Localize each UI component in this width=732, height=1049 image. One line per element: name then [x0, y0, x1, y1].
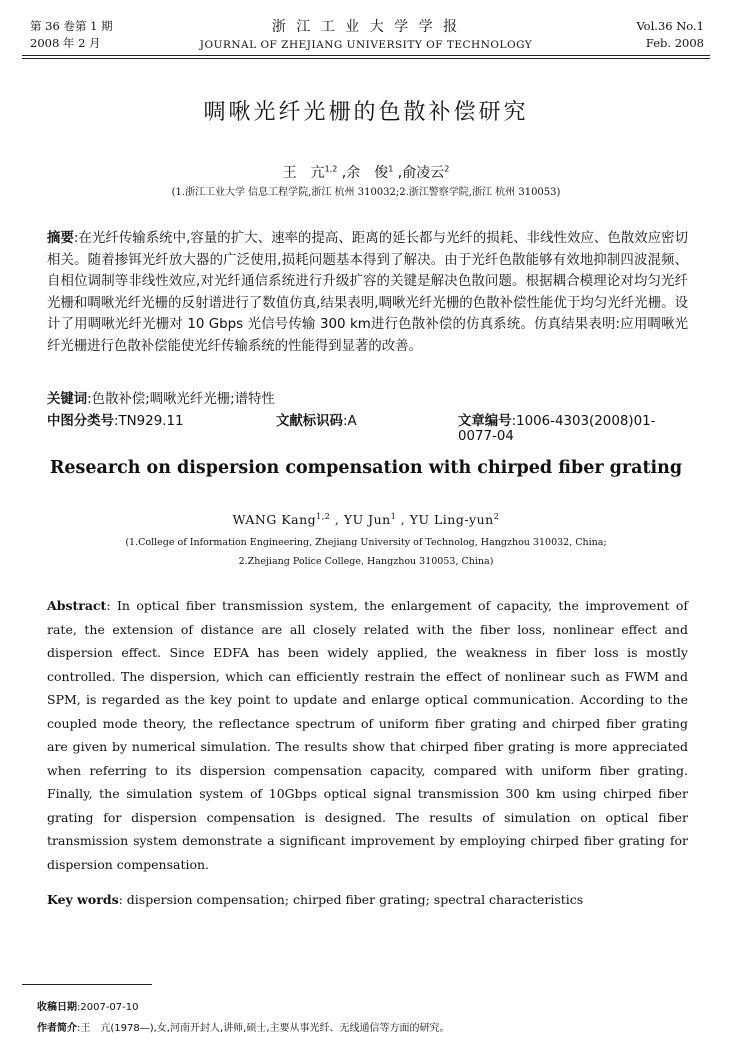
abstract-en-label: Abstract: [47, 598, 107, 613]
author-name: , YU Jun: [330, 512, 391, 528]
authors-en: [0, 512, 732, 527]
abstract-cn-text: :在光纤传输系统中,容量的扩大、速率的提高、距离的延长都与光纤的损耗、非线性效应、色散效应密切相关。随着掺铒光纤放大器的广泛使用,损耗问题基本得到了解决。由于光纤色散能够有效地抑制四波混频、自相位调制等非线性效应,对光纤通信系统进行升级扩容的关键是解决色散问题。根据耦合模理论对均匀光纤光栅和啁啾光纤光栅的反射谱进行了数值仿真,结果表明,啁啾光纤光栅的色散补偿性能优于均匀光纤光栅。设计了用啁啾光纤光栅对 10 Gbps 光信号传输 300 km进行色散补偿的仿真系统。仿真结果表明:应用啁啾光纤光栅进行色散补偿能使光纤传输系统的性能得到显著的改善。: [47, 231, 689, 354]
keywords-en-label: Key words: [47, 892, 119, 907]
received-value: :2007-07-10: [77, 1002, 139, 1013]
abstract-en: [47, 594, 688, 876]
author-name: WANG Kang: [232, 512, 317, 528]
journal-name-cn: 浙 江 工 业 大 学 学 报: [271, 19, 461, 35]
affiliation-en-2: 2.Zhejiang Police College, Hangzhou 310053, China): [238, 556, 494, 567]
classification-row: [47, 410, 688, 444]
author-bio-label: 作者简介: [37, 1023, 77, 1034]
author-affil-mark: 2: [444, 164, 450, 174]
article-number-value: :1006-4303(2008)01-0077-04: [458, 414, 656, 444]
author-name: ,余 俊: [337, 165, 389, 181]
received-date: [37, 998, 138, 1013]
keywords-cn-label: 关键词: [47, 392, 88, 407]
author-affil-mark: 1,2: [316, 512, 331, 521]
article-number-label: 文章编号: [458, 414, 512, 429]
author-affil-mark: 1: [388, 164, 394, 174]
volume-en: Vol.36 No.1: [636, 19, 704, 33]
author-affil-mark: 1,2: [324, 164, 338, 174]
issue-info-en: [636, 18, 704, 52]
abstract-cn: [47, 228, 688, 357]
clc-label: 中图分类号: [47, 414, 114, 429]
volume-cn: 第 36 卷第 1 期: [30, 19, 113, 33]
abstract-cn-label: 摘要: [47, 231, 74, 246]
clc-value: :TN929.11: [113, 414, 184, 429]
keywords-en: [47, 892, 583, 907]
author-bio-value: :王 亢(1978—),女,河南开封人,讲师,硕士,主要从事光纤、无线通信等方面的研究。: [77, 1023, 450, 1034]
author-name: , YU Ling-yun: [396, 512, 494, 528]
footnote-rule: [22, 984, 152, 985]
issue-info-cn: [30, 18, 113, 52]
header-rule-top: [22, 55, 710, 56]
author-name: 王 亢: [282, 165, 325, 181]
paper-title-en: Research on dispersion compensation with chirped fiber grating: [49, 458, 683, 478]
author-bio: [37, 1019, 450, 1034]
document-code: [276, 410, 357, 429]
received-label: 收稿日期: [37, 1002, 77, 1013]
journal-name: [160, 18, 572, 54]
affiliation-en-1: (1.College of Information Engineering, Zhejiang University of Technolog, Hangzhou 310032, China;: [125, 537, 607, 548]
author-affil-mark: 2: [493, 512, 500, 521]
paper-title-cn: 啁啾光纤光栅的色散补偿研究: [203, 100, 529, 125]
keywords-cn: [47, 388, 275, 407]
abstract-en-text: : In optical fiber transmission system, the enlargement of capacity, the improvement of rate, the extension of distance are all closely related with the fiber loss, nonlinear effect and dispersion effect. Since EDFA has been widely applied, the weakness in fiber loss is mostly controlled. The dispersion, which can efficiently restrain the effect of nonlinear such as FWM and SPM, is regarded as the key point to update and enlarge optical communication. According to the coupled mode theory, the reflectance spectrum of uniform fiber grating and chirped fiber grating are given by numerical simulation. The results show that chirped fiber grating is more appreciated when referring to its dispersion compensation capacity, compared with uniform fiber grating. Finally, the simulation system of 10Gbps optical signal transmission 300 km using chirped fiber grating for dispersion compensation is designed. The results of simulation on optical fiber transmission system demonstrate a significant improvement by employing chirped fiber grating for dispersion compensation.: [47, 598, 688, 872]
clc-number: [47, 414, 184, 429]
document-code-label: 文献标识码: [276, 414, 343, 429]
header-rule-bottom: [22, 58, 710, 59]
article-number: [458, 410, 688, 444]
authors-cn: [0, 162, 732, 182]
author-affil-mark: 1: [390, 512, 397, 521]
keywords-en-text: : dispersion compensation; chirped fiber grating; spectral characteristics: [118, 892, 584, 907]
date-en: Feb. 2008: [645, 36, 704, 50]
affiliation-cn: (1.浙江工业大学 信息工程学院,浙江 杭州 310032;2.浙江警察学院,浙江 杭州 310053): [171, 187, 561, 198]
journal-name-en: JOURNAL OF ZHEJIANG UNIVERSITY OF TECHNOLOGY: [199, 39, 533, 51]
date-cn: 2008 年 2 月: [30, 36, 101, 50]
keywords-cn-text: :色散补偿;啁啾光纤光栅;谱特性: [87, 392, 275, 407]
author-name: ,俞凌云: [393, 165, 445, 181]
document-code-value: :A: [342, 414, 357, 429]
